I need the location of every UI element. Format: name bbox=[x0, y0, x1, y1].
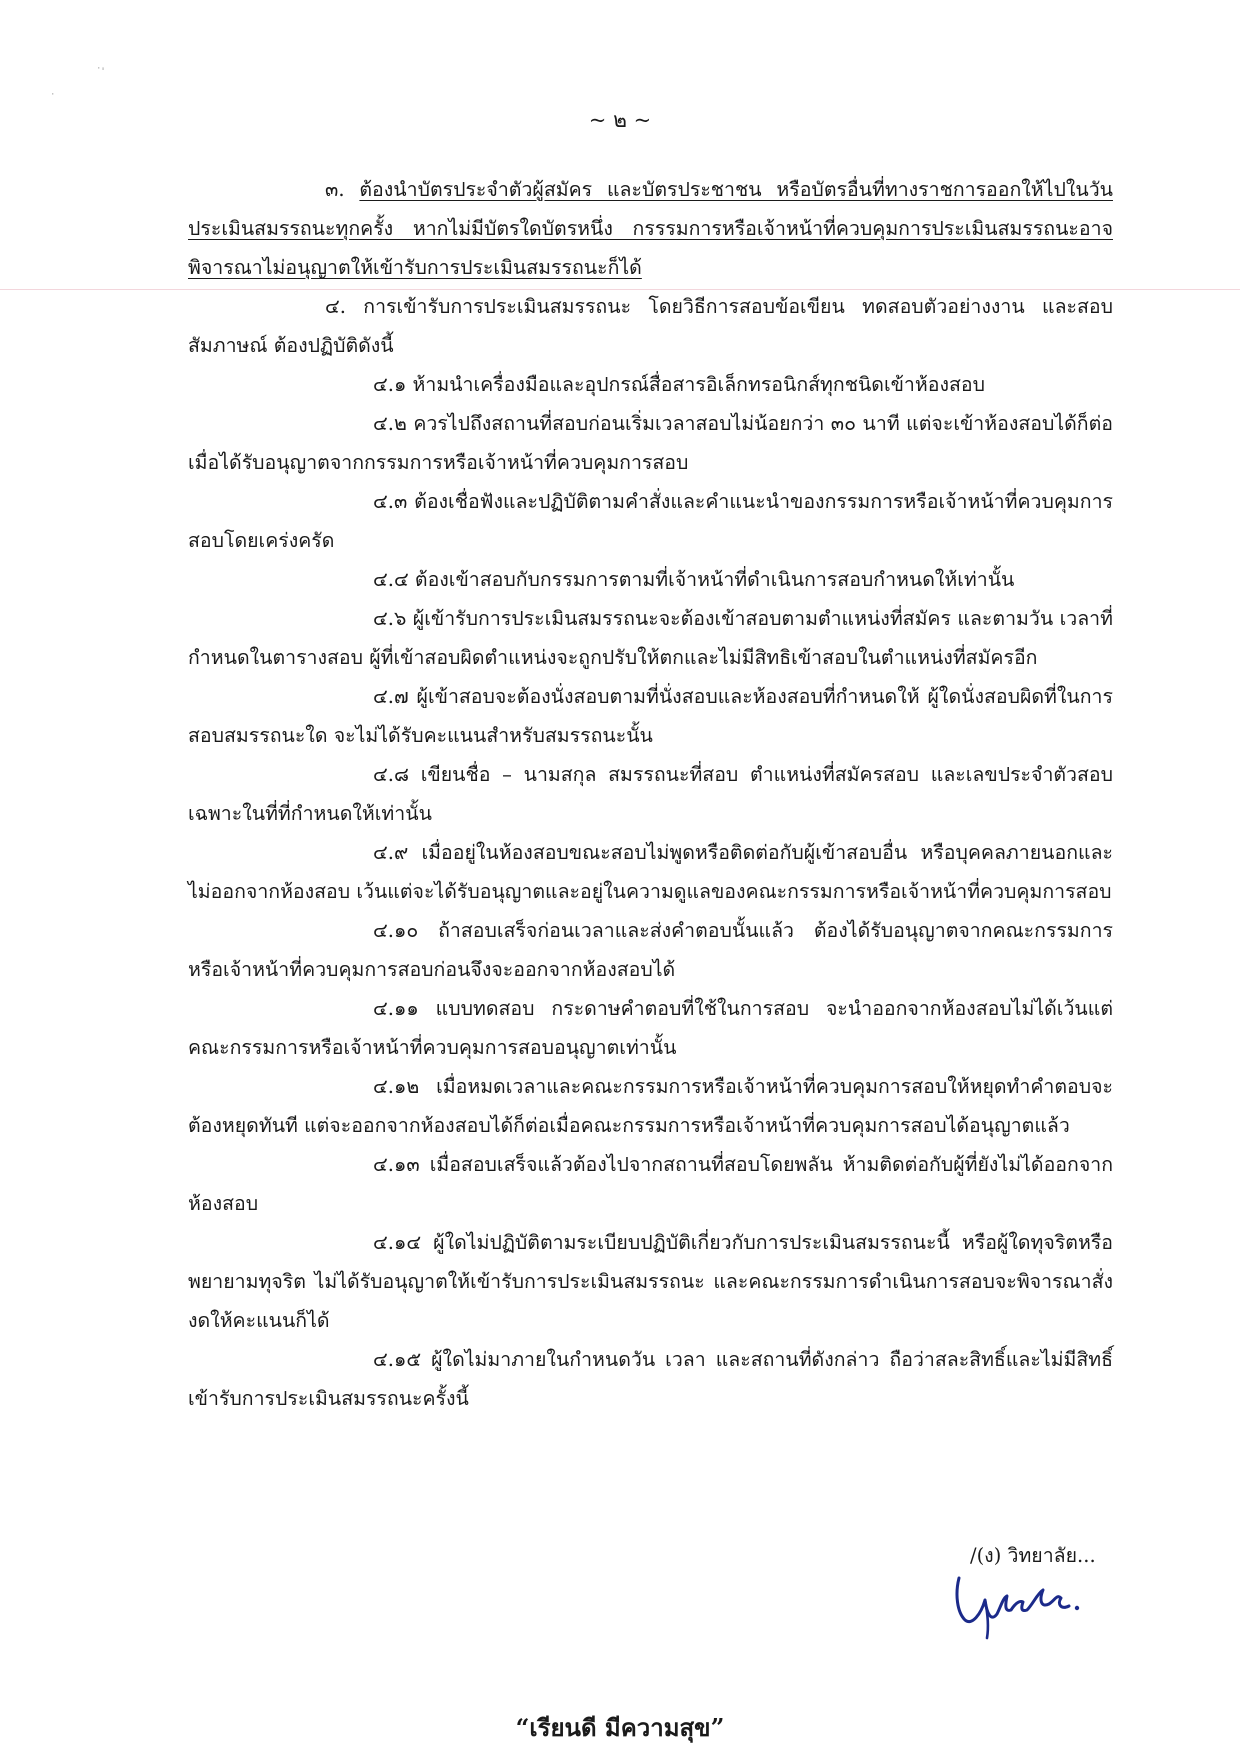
paragraph: ๔.๘ เขียนชื่อ – นามสกุล สมรรถนะที่สอบ ตำแหน่งที่สมัครสอบ และเลขประจำตัวสอบเฉพาะในที่ที่กำหนดให้เท่านั้น bbox=[188, 763, 1113, 825]
scan-speck: ˙ bbox=[50, 92, 56, 105]
signature-mark bbox=[945, 1560, 1095, 1640]
paragraph: ๔.๑๑ แบบทดสอบ กระดาษคำตอบที่ใช้ในการสอบ จะนำออกจากห้องสอบไม่ได้เว้นแต่คณะกรรมการหรือเจ้าหน้าที่ควบคุมการสอบอนุญาตเท่านั้น bbox=[188, 997, 1113, 1059]
paragraph: ๔.๔ ต้องเข้าสอบกับกรรมการตามที่เจ้าหน้าที่ดำเนินการสอบกำหนดให้เท่านั้น bbox=[373, 568, 1015, 591]
page-number: ~ ๒ ~ bbox=[588, 108, 652, 132]
paragraph: ๔. การเข้ารับการประเมินสมรรถนะ โดยวิธีการสอบข้อเขียน ทดสอบตัวอย่างงาน และสอบสัมภาษณ์ ต้องปฏิบัติดังนี้ bbox=[188, 295, 1113, 357]
paragraph: ๔.๑๐ ถ้าสอบเสร็จก่อนเวลาและส่งคำตอบนั้นแล้ว ต้องได้รับอนุญาตจากคณะกรรมการหรือเจ้าหน้าที่ควบคุมการสอบก่อนจึงจะออกจากห้องสอบได้ bbox=[188, 919, 1113, 981]
paragraph: ๔.๑๔ ผู้ใดไม่ปฏิบัติตามระเบียบปฏิบัติเกี่ยวกับการประเมินสมรรถนะนี้ หรือผู้ใดทุจริตหรือพยายามทุจริต ไม่ได้รับอนุญาตให้เข้ารับการประเมินสมรรถนะ และคณะกรรมการดำเนินการสอบจะพิจารณาสั่งงดให้คะแนนก็ได้ bbox=[188, 1231, 1113, 1332]
motto: “เรียนดี มีความสุข” bbox=[515, 1713, 725, 1742]
paragraph: ๔.๗ ผู้เข้าสอบจะต้องนั่งสอบตามที่นั่งสอบและห้องสอบที่กำหนดให้ ผู้ใดนั่งสอบผิดที่ในการสอบสมรรถนะใด จะไม่ได้รับคะแนนสำหรับสมรรถนะนั้น bbox=[188, 685, 1113, 747]
paragraph: ๔.๑๓ เมื่อสอบเสร็จแล้วต้องไปจากสถานที่สอบโดยพลัน ห้ามติดต่อกับผู้ที่ยังไม่ได้ออกจากห้องสอบ bbox=[188, 1153, 1113, 1215]
continuation-reference: /(ง) วิทยาลัย... bbox=[970, 1544, 1096, 1567]
document-body bbox=[188, 170, 1113, 1418]
paragraph: ๔.๖ ผู้เข้ารับการประเมินสมรรถนะจะต้องเข้าสอบตามตำแหน่งที่สมัคร และตามวัน เวลาที่กำหนดในตารางสอบ ผู้ที่เข้าสอบผิดตำแหน่งจะถูกปรับให้ตกและไม่มีสิทธิเข้าสอบในตำแหน่งที่สมัครอีก bbox=[188, 607, 1113, 669]
paragraph: ๔.๒ ควรไปถึงสถานที่สอบก่อนเริ่มเวลาสอบไม่น้อยกว่า ๓๐ นาที แต่จะเข้าห้องสอบได้ก็ต่อเมื่อได้รับอนุญาตจากกรรมการหรือเจ้าหน้าที่ควบคุมการสอบ bbox=[188, 412, 1113, 474]
paragraph: ๔.๑๕ ผู้ใดไม่มาภายในกำหนดวัน เวลา และสถานที่ดังกล่าว ถือว่าสละสิทธิ์และไม่มีสิทธิ์เข้ารับการประเมินสมรรถนะครั้งนี้ bbox=[188, 1348, 1113, 1410]
paragraph: ๓. ต้องนำบัตรประจำตัวผู้สมัคร และบัตรประชาชน หรือบัตรอื่นที่ทางราชการออกให้ไปในวันประเมินสมรรถนะทุกครั้ง หากไม่มีบัตรใดบัตรหนึ่ง กรรรมการหรือเจ้าหน้าที่ควบคุมการประเมินสมรรถนะอาจพิจารณาไม่อนุญาตให้เข้ารับการประเมินสมรรถนะก็ได้ bbox=[188, 178, 1113, 279]
paragraph: ๔.๑๒ เมื่อหมดเวลาและคณะกรรมการหรือเจ้าหน้าที่ควบคุมการสอบให้หยุดทำคำตอบจะต้องหยุดทันที แต่จะออกจากห้องสอบได้ก็ต่อเมื่อคณะกรรมการหรือเจ้าหน้าที่ควบคุมการสอบได้อนุญาตแล้ว bbox=[188, 1075, 1113, 1137]
paragraph: ๔.๑ ห้ามนำเครื่องมือและอุปกรณ์สื่อสารอิเล็กทรอนิกส์ทุกชนิดเข้าห้องสอบ bbox=[373, 373, 985, 396]
scan-speck: ˙ˈ bbox=[96, 66, 105, 79]
paragraph: ๔.๙ เมื่ออยู่ในห้องสอบขณะสอบไม่พูดหรือติดต่อกับผู้เข้าสอบอื่น หรือบุคคลภายนอกและไม่ออกจากห้องสอบ เว้นแต่จะได้รับอนุญาตและอยู่ในความดูแลของคณะกรรมการหรือเจ้าหน้าที่ควบคุมการสอบ bbox=[188, 841, 1113, 903]
paragraph: ๔.๓ ต้องเชื่อฟังและปฏิบัติตามคำสั่งและคำแนะนำของกรรมการหรือเจ้าหน้าที่ควบคุมการสอบโดยเคร่งครัด bbox=[188, 490, 1113, 552]
